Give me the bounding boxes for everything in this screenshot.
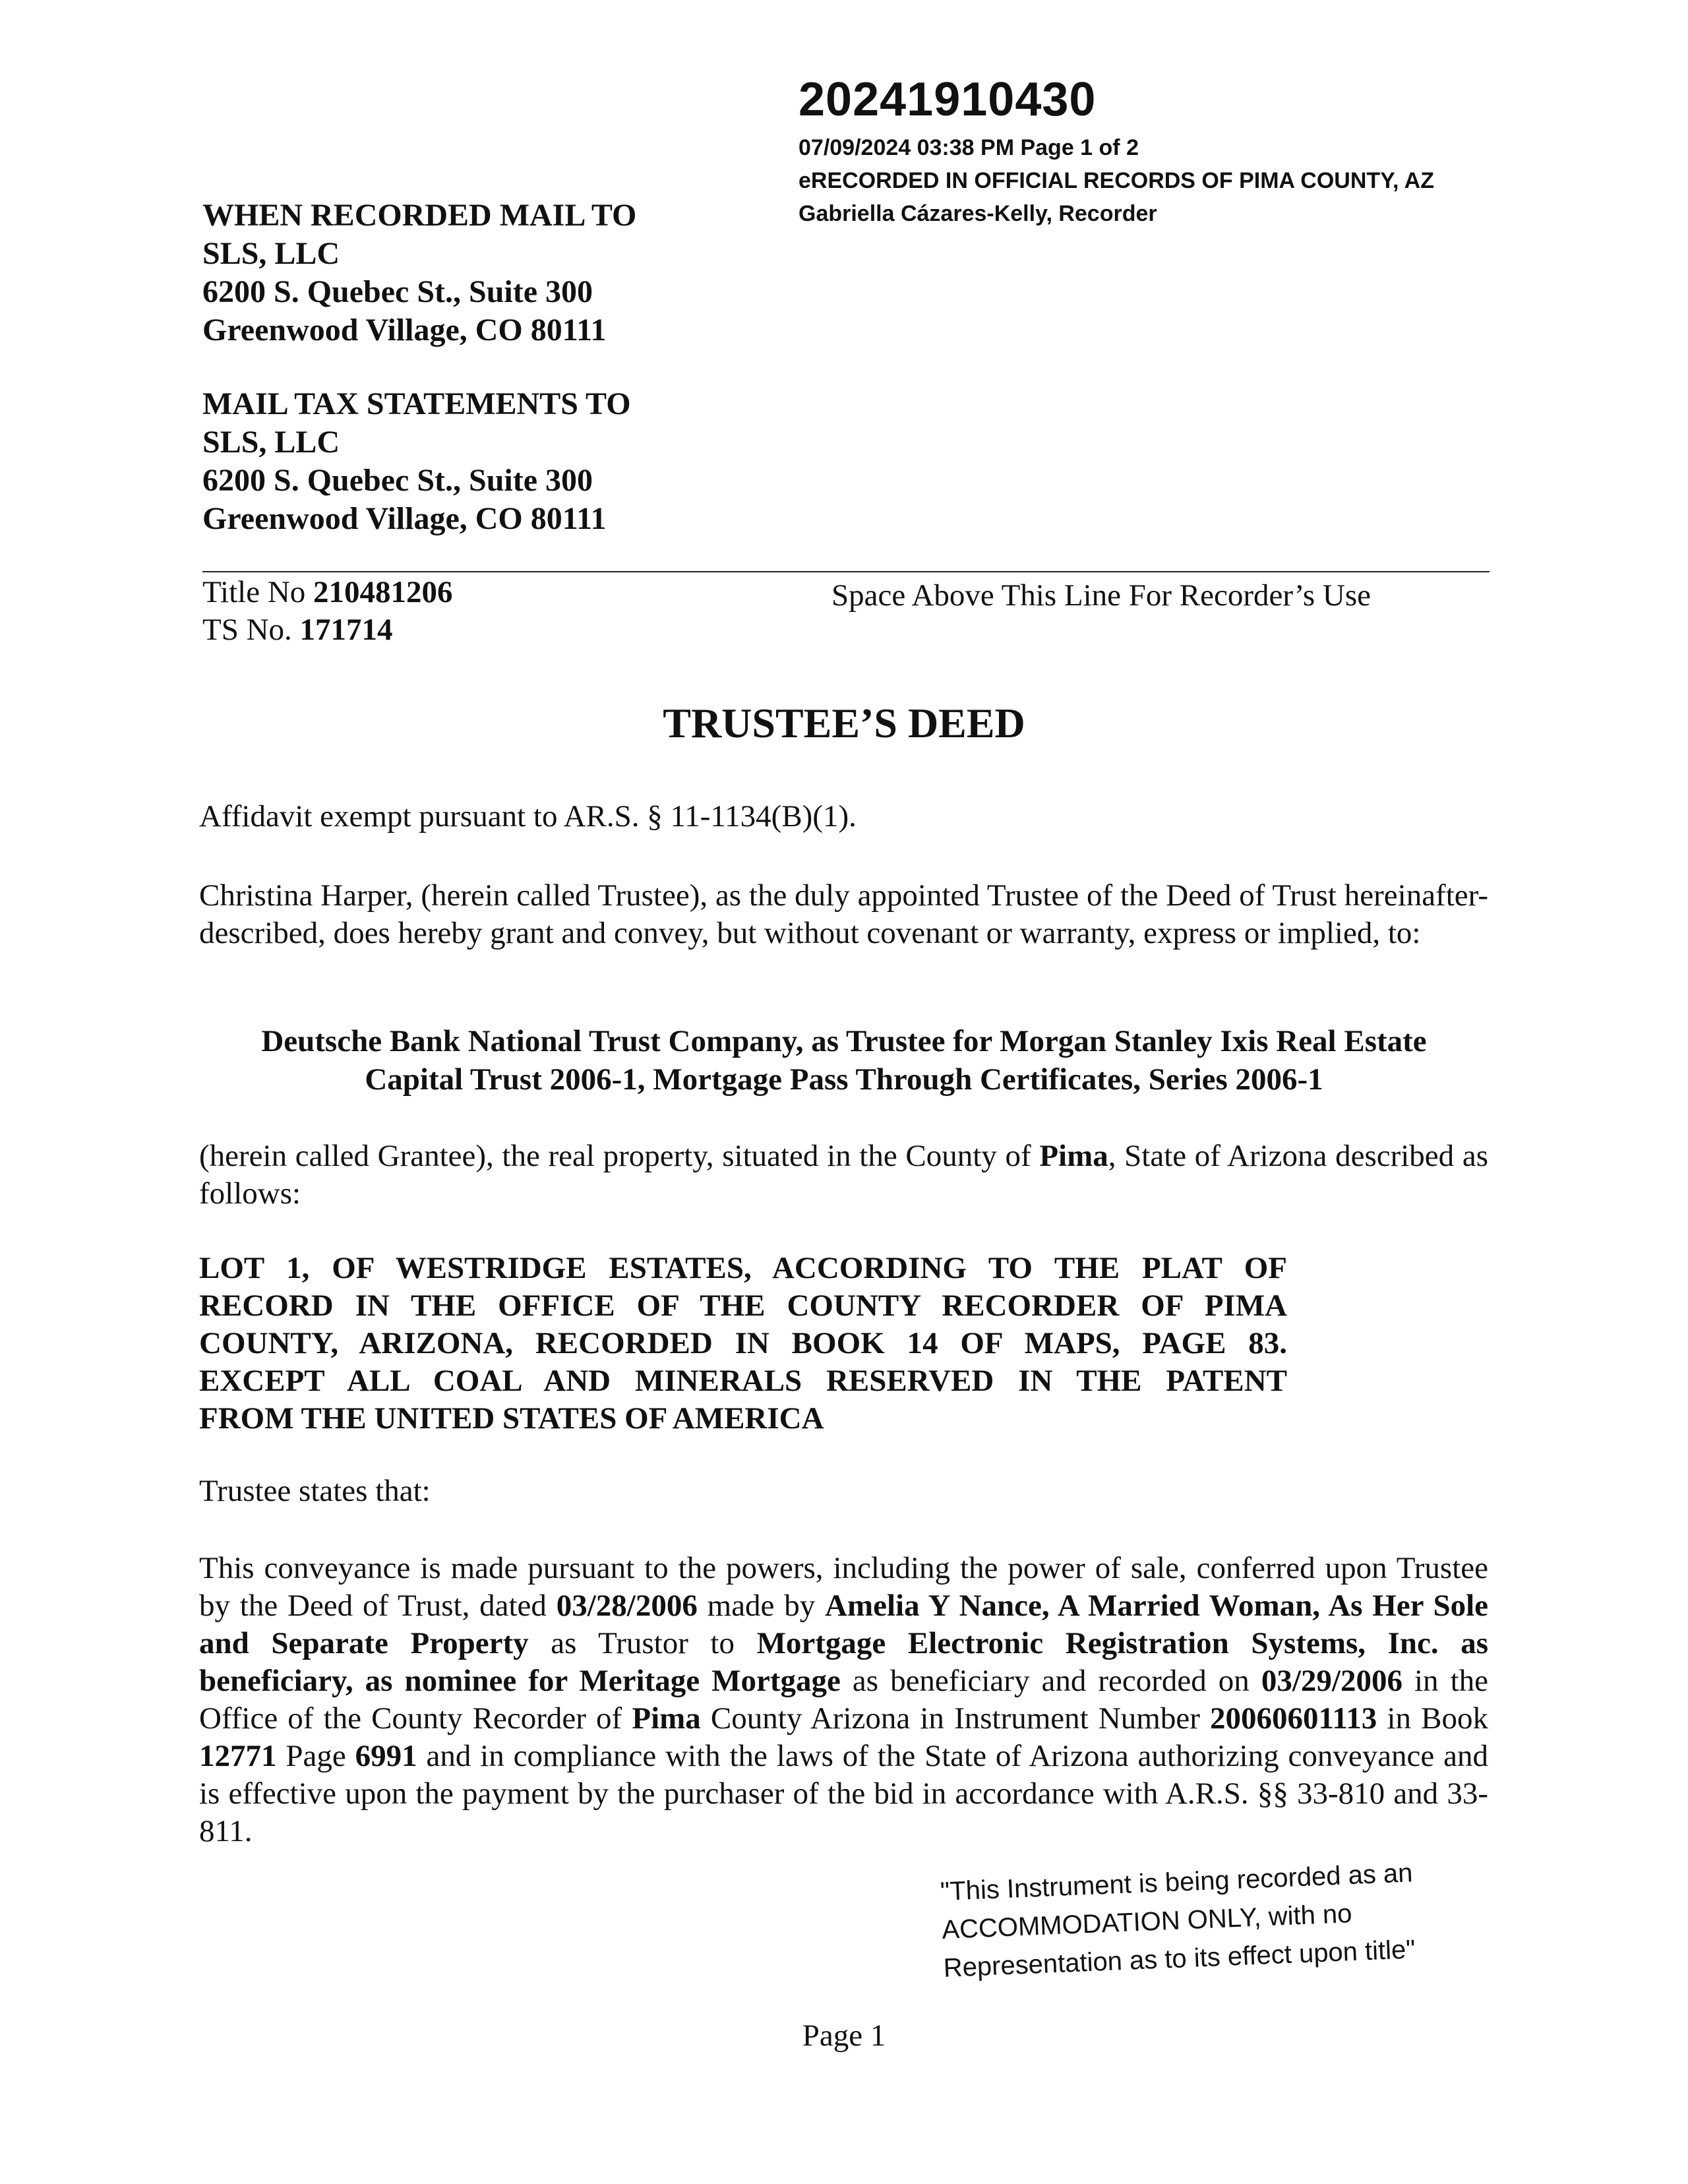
document-title: TRUSTEE’S DEED: [663, 700, 1025, 746]
legal-line-1: LOT 1, OF WESTRIDGE ESTATES, ACCORDING TO THE PLAT OF: [199, 1251, 1287, 1285]
trustee-states: Trustee states that:: [199, 1474, 431, 1508]
recorder-divider: [202, 571, 1490, 572]
county-name-main: Pima: [632, 1701, 701, 1736]
instrument-number: 20060601113: [1209, 1701, 1377, 1736]
legal-line-3: COUNTY, ARIZONA, RECORDED IN BOOK 14 OF MAPS, PAGE 83.: [199, 1326, 1287, 1360]
title-no-value: 210481206: [313, 575, 453, 609]
tax-to-name: SLS, LLC: [202, 425, 340, 460]
affidavit-exemption: Affidavit exempt pursuant to AR.S. § 11-1134(B)(1).: [199, 799, 857, 834]
page-footer: Page 1: [802, 2018, 886, 2053]
title-ts-block: [202, 574, 453, 649]
mail-to-street: 6200 S. Quebec St., Suite 300: [202, 274, 593, 309]
ts-no: TS No. 171714: [202, 613, 393, 647]
page-number-ref: 6991: [355, 1739, 417, 1773]
stamp-line-2: ACCOMMODATION ONLY, with no: [941, 1898, 1353, 1945]
ts-no-value: 171714: [299, 613, 393, 647]
mail-to-block: [202, 197, 636, 349]
legal-description: [199, 1250, 1287, 1438]
tax-statements-block: [202, 385, 631, 538]
recorded-date: 03/29/2006: [1261, 1664, 1402, 1698]
legal-line-4: EXCEPT ALL COAL AND MINERALS RESERVED IN THE PATENT: [199, 1364, 1287, 1398]
county-name: Pima: [1039, 1139, 1108, 1173]
stamp-line-3: Representation as to its effect upon title": [942, 1935, 1416, 1983]
recording-office: eRECORDED IN OFFICIAL RECORDS OF PIMA COUNTY, AZ: [799, 168, 1435, 193]
mail-to-name: SLS, LLC: [202, 236, 340, 271]
deed-date: 03/28/2006: [556, 1589, 698, 1623]
recorder-use-note: Space Above This Line For Recorder’s Use: [831, 578, 1371, 613]
recording-number: 20241910430: [799, 73, 1097, 126]
beneficiary-name: Mortgage Electronic Registration Systems, Inc. as beneficiary, as nominee for Meritage Mortgage: [199, 1626, 1488, 1698]
conveyance-terms-paragraph: This conveyance is made pursuant to the powers, including the power of sale, conferred upon Trustee by the Deed of Trust, dated 03/28/2006 made by Amelia Y Nance, A Married Woman, As Her Sole and Separate Property as Trustor to Mortgage Electronic Registration Systems, Inc. as beneficiary, as nominee for Meritage Mortgage as beneficiary and recorded on 03/29/2006 in the Office of the County Recorder of Pima County Arizona in Instrument Number 20060601113 in Book 12771 Page 6991 and in compliance with the laws of the State of Arizona authorizing conveyance and is effective upon the payment by the purchaser of the bid in accordance with A.R.S. §§ 33-810 and 33-811.: [199, 1551, 1489, 1848]
grantee-description: (herein called Grantee), the real property, situated in the County of Pima, State of Arizona described as follows:: [199, 1139, 1488, 1211]
grantee-line-1: Deutsche Bank National Trust Company, as Trustee for Morgan Stanley Ixis Real Estate: [261, 1024, 1427, 1058]
tax-to-heading: MAIL TAX STATEMENTS TO: [202, 386, 631, 421]
mail-to-heading: WHEN RECORDED MAIL TO: [202, 198, 637, 233]
grantee-name: [198, 1022, 1490, 1099]
recording-date-page: 07/09/2024 03:38 PM Page 1 of 2: [799, 135, 1139, 160]
recorder-name: Gabriella Cázares-Kelly, Recorder: [799, 201, 1157, 226]
trustor-name: Amelia Y Nance, A Married Woman, As Her Sole and Separate Property: [199, 1589, 1489, 1660]
conveyance-paragraph: Christina Harper, (herein called Trustee), as the duly appointed Trustee of the Deed of Trust hereinafter-described, does hereby grant and convey, but without covenant or warranty, express or implied, to:: [199, 878, 1488, 950]
tax-to-city: Greenwood Village, CO 80111: [202, 501, 607, 536]
book-number: 12771: [199, 1739, 277, 1773]
legal-line-5: FROM THE UNITED STATES OF AMERICA: [199, 1401, 824, 1436]
title-no: Title No 210481206: [202, 575, 453, 609]
legal-line-2: RECORD IN THE OFFICE OF THE COUNTY RECORDER OF PIMA: [199, 1289, 1287, 1323]
mail-to-city: Greenwood Village, CO 80111: [202, 313, 607, 348]
stamp-line-1: "This Instrument is being recorded as an: [940, 1858, 1414, 1906]
tax-to-street: 6200 S. Quebec St., Suite 300: [202, 463, 593, 498]
grantee-line-2: Capital Trust 2006-1, Mortgage Pass Through Certificates, Series 2006-1: [365, 1062, 1323, 1097]
accommodation-stamp: [940, 1854, 1416, 1987]
